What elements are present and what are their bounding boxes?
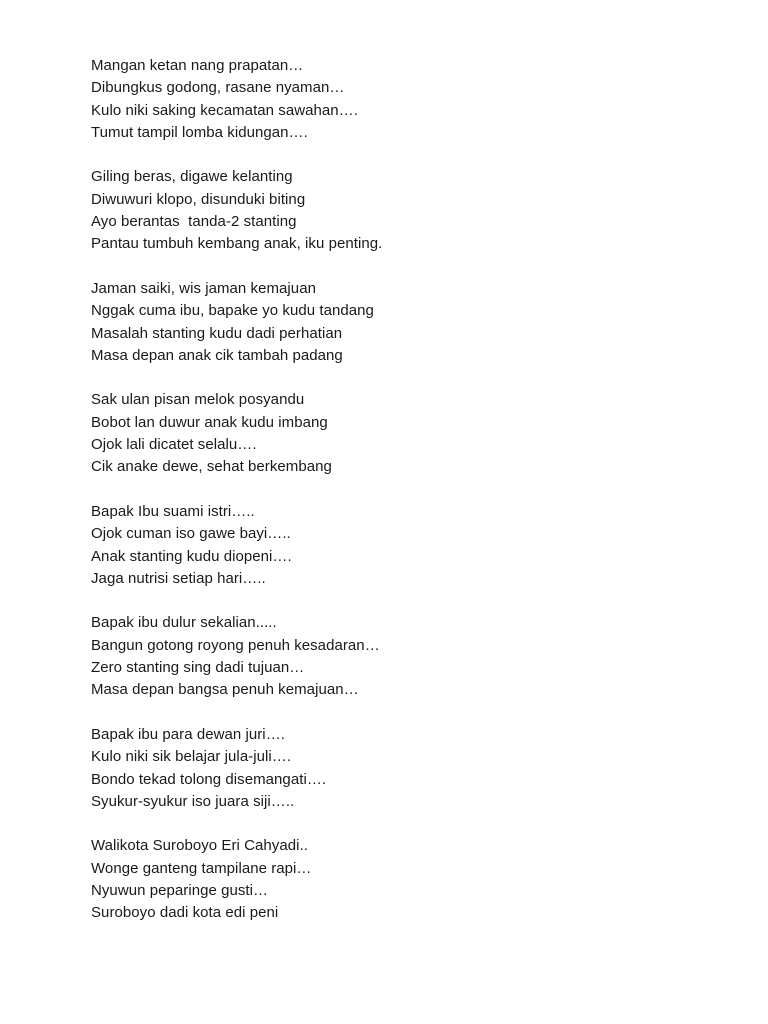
poem-line: Syukur-syukur iso juara siji…..: [91, 792, 295, 810]
poem-line: Sak ulan pisan melok posyandu: [91, 391, 305, 409]
stanza-4: [91, 389, 711, 478]
stanza-5: [91, 501, 711, 590]
poem-line: Pantau tumbuh kembang anak, iku penting.: [91, 235, 383, 253]
poem-line: Walikota Suroboyo Eri Cahyadi..: [91, 837, 308, 855]
poem-line: Jaman saiki, wis jaman kemajuan: [91, 279, 316, 297]
poem-line: Nyuwun peparinge gusti…: [91, 881, 269, 899]
poem-line: Kulo niki saking kecamatan sawahan….: [91, 101, 358, 119]
poem-line: Bapak ibu dulur sekalian.....: [91, 614, 277, 632]
stanza-2: [91, 166, 711, 255]
poem-line: Mangan ketan nang prapatan…: [91, 57, 304, 74]
stanza-1: [91, 55, 711, 144]
poem-line: Diwuwuri klopo, disunduki biting: [91, 190, 306, 208]
poem-line: Wonge ganteng tampilane rapi…: [91, 859, 312, 877]
poem-line: Anak stanting kudu diopeni….: [91, 547, 292, 565]
poem-line: Ojok lali dicatet selalu….: [91, 436, 257, 454]
poem-line: Nggak cuma ibu, bapake yo kudu tandang: [91, 302, 374, 320]
poem-line: Dibungkus godong, rasane nyaman…: [91, 79, 345, 97]
poem-line: Bondo tekad tolong disemangati….: [91, 770, 327, 788]
poem-line: Giling beras, digawe kelanting: [91, 168, 293, 186]
stanza-3: [91, 278, 711, 367]
poem-text: [91, 55, 711, 947]
stanza-7: [91, 724, 711, 813]
poem-line: Bobot lan duwur anak kudu imbang: [91, 413, 328, 431]
poem-line: Ayo berantas tanda-2 stanting: [91, 213, 297, 231]
poem-line: Bapak ibu para dewan juri….: [91, 725, 285, 743]
poem-line: Masa depan bangsa penuh kemajuan…: [91, 681, 359, 699]
poem-line: Kulo niki sik belajar jula-juli….: [91, 748, 292, 766]
poem-line: Masalah stanting kudu dadi perhatian: [91, 324, 343, 342]
stanza-6: [91, 612, 711, 701]
poem-line: Zero stanting sing dadi tujuan…: [91, 659, 305, 677]
poem-line: Tumut tampil lomba kidungan….: [91, 123, 308, 141]
poem-line: Masa depan anak cik tambah padang: [91, 346, 343, 364]
poem-line: Jaga nutrisi setiap hari…..: [91, 569, 266, 587]
poem-line: Cik anake dewe, sehat berkembang: [91, 458, 332, 476]
poem-line: Suroboyo dadi kota edi peni: [91, 904, 279, 922]
poem-line: Bapak Ibu suami istri…..: [91, 502, 255, 520]
stanza-8: [91, 835, 711, 924]
poem-line: Ojok cuman iso gawe bayi…..: [91, 525, 291, 543]
poem-line: Bangun gotong royong penuh kesadaran…: [91, 636, 380, 654]
